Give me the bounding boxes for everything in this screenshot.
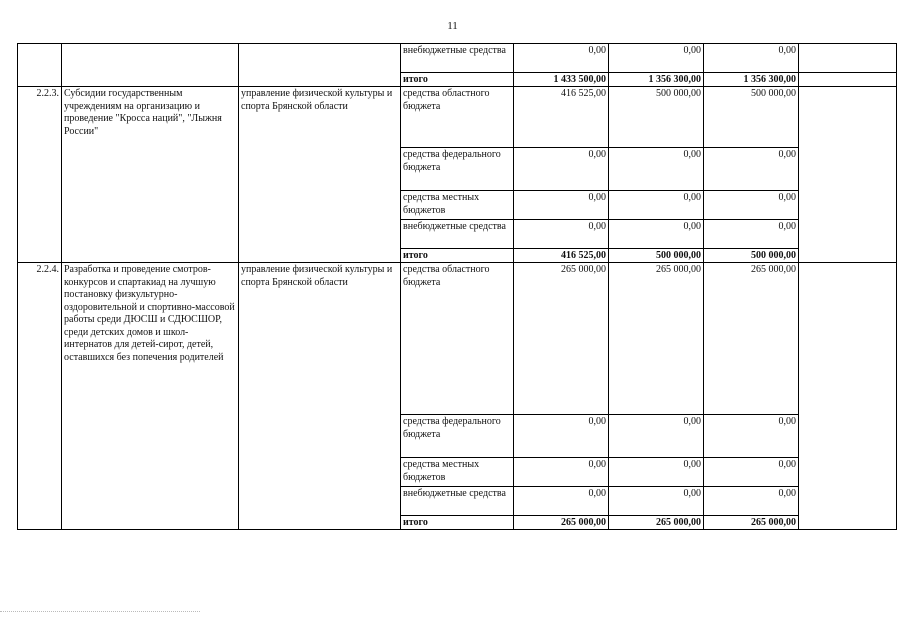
total-value: 416 525,00 — [514, 249, 609, 263]
source-label: средства областного бюджета — [401, 87, 514, 148]
table-row — [18, 87, 897, 148]
source-label: средства федерального бюджета — [401, 148, 514, 191]
value-cell: 500 000,00 — [609, 87, 704, 148]
value-cell: 0,00 — [704, 415, 799, 458]
value-cell: 0,00 — [514, 44, 609, 73]
item-name: Субсидии государственным учреждениям на организацию и проведение "Кросса наций", "Лыжня России" — [62, 87, 239, 263]
source-label: внебюджетные средства — [401, 487, 514, 516]
total-label: итого — [401, 249, 514, 263]
empty-cell — [799, 73, 897, 87]
value-cell: 0,00 — [609, 458, 704, 487]
table-row — [18, 263, 897, 415]
source-label: средства местных бюджетов — [401, 458, 514, 487]
value-cell: 0,00 — [514, 458, 609, 487]
value-cell: 416 525,00 — [514, 87, 609, 148]
total-value: 500 000,00 — [704, 249, 799, 263]
page-number: 11 — [447, 20, 458, 32]
value-cell: 0,00 — [514, 220, 609, 249]
empty-cell — [799, 87, 897, 263]
item-executor: управление физической культуры и спорта Брянской области — [239, 87, 401, 263]
name-cell — [62, 44, 239, 87]
value-cell: 0,00 — [609, 191, 704, 220]
total-value: 1 356 300,00 — [609, 73, 704, 87]
executor-cell — [239, 44, 401, 87]
value-cell: 0,00 — [609, 487, 704, 516]
empty-cell — [799, 44, 897, 73]
value-cell: 0,00 — [609, 220, 704, 249]
source-label: средства местных бюджетов — [401, 191, 514, 220]
empty-cell — [799, 263, 897, 530]
code-cell — [18, 44, 62, 87]
value-cell: 0,00 — [704, 44, 799, 73]
value-cell: 0,00 — [514, 148, 609, 191]
item-code: 2.2.3. — [18, 87, 62, 263]
value-cell: 0,00 — [704, 220, 799, 249]
total-value: 1 356 300,00 — [704, 73, 799, 87]
table-row — [18, 44, 897, 73]
value-cell: 0,00 — [609, 148, 704, 191]
value-cell: 265 000,00 — [704, 263, 799, 415]
value-cell: 500 000,00 — [704, 87, 799, 148]
value-cell: 0,00 — [514, 487, 609, 516]
value-cell: 0,00 — [704, 191, 799, 220]
value-cell: 0,00 — [704, 458, 799, 487]
item-name: Разработка и проведение смотров-конкурсов и спартакиад на лучшую постановку физкультурно-оздоровительной и спортивно-массовой работы среди ДЮСШ и СДЮСШОР, среди детских домов и школ-интернатов для детей-сирот, детей, оставшихся без попечения родителей — [62, 263, 239, 530]
value-cell: 0,00 — [609, 415, 704, 458]
value-cell: 265 000,00 — [609, 263, 704, 415]
total-value: 1 433 500,00 — [514, 73, 609, 87]
total-value: 500 000,00 — [609, 249, 704, 263]
value-cell: 265 000,00 — [514, 263, 609, 415]
budget-table — [17, 43, 897, 530]
value-cell: 0,00 — [704, 487, 799, 516]
total-label: итого — [401, 73, 514, 87]
value-cell: 0,00 — [704, 148, 799, 191]
scan-artifact — [0, 611, 200, 614]
source-label: средства федерального бюджета — [401, 415, 514, 458]
total-label: итого — [401, 516, 514, 530]
total-value: 265 000,00 — [704, 516, 799, 530]
total-value: 265 000,00 — [514, 516, 609, 530]
value-cell: 0,00 — [514, 191, 609, 220]
value-cell: 0,00 — [609, 44, 704, 73]
total-value: 265 000,00 — [609, 516, 704, 530]
value-cell: 0,00 — [514, 415, 609, 458]
source-label: средства областного бюджета — [401, 263, 514, 415]
source-label: внебюджетные средства — [401, 44, 514, 73]
source-label: внебюджетные средства — [401, 220, 514, 249]
item-code: 2.2.4. — [18, 263, 62, 530]
item-executor: управление физической культуры и спорта Брянской области — [239, 263, 401, 530]
